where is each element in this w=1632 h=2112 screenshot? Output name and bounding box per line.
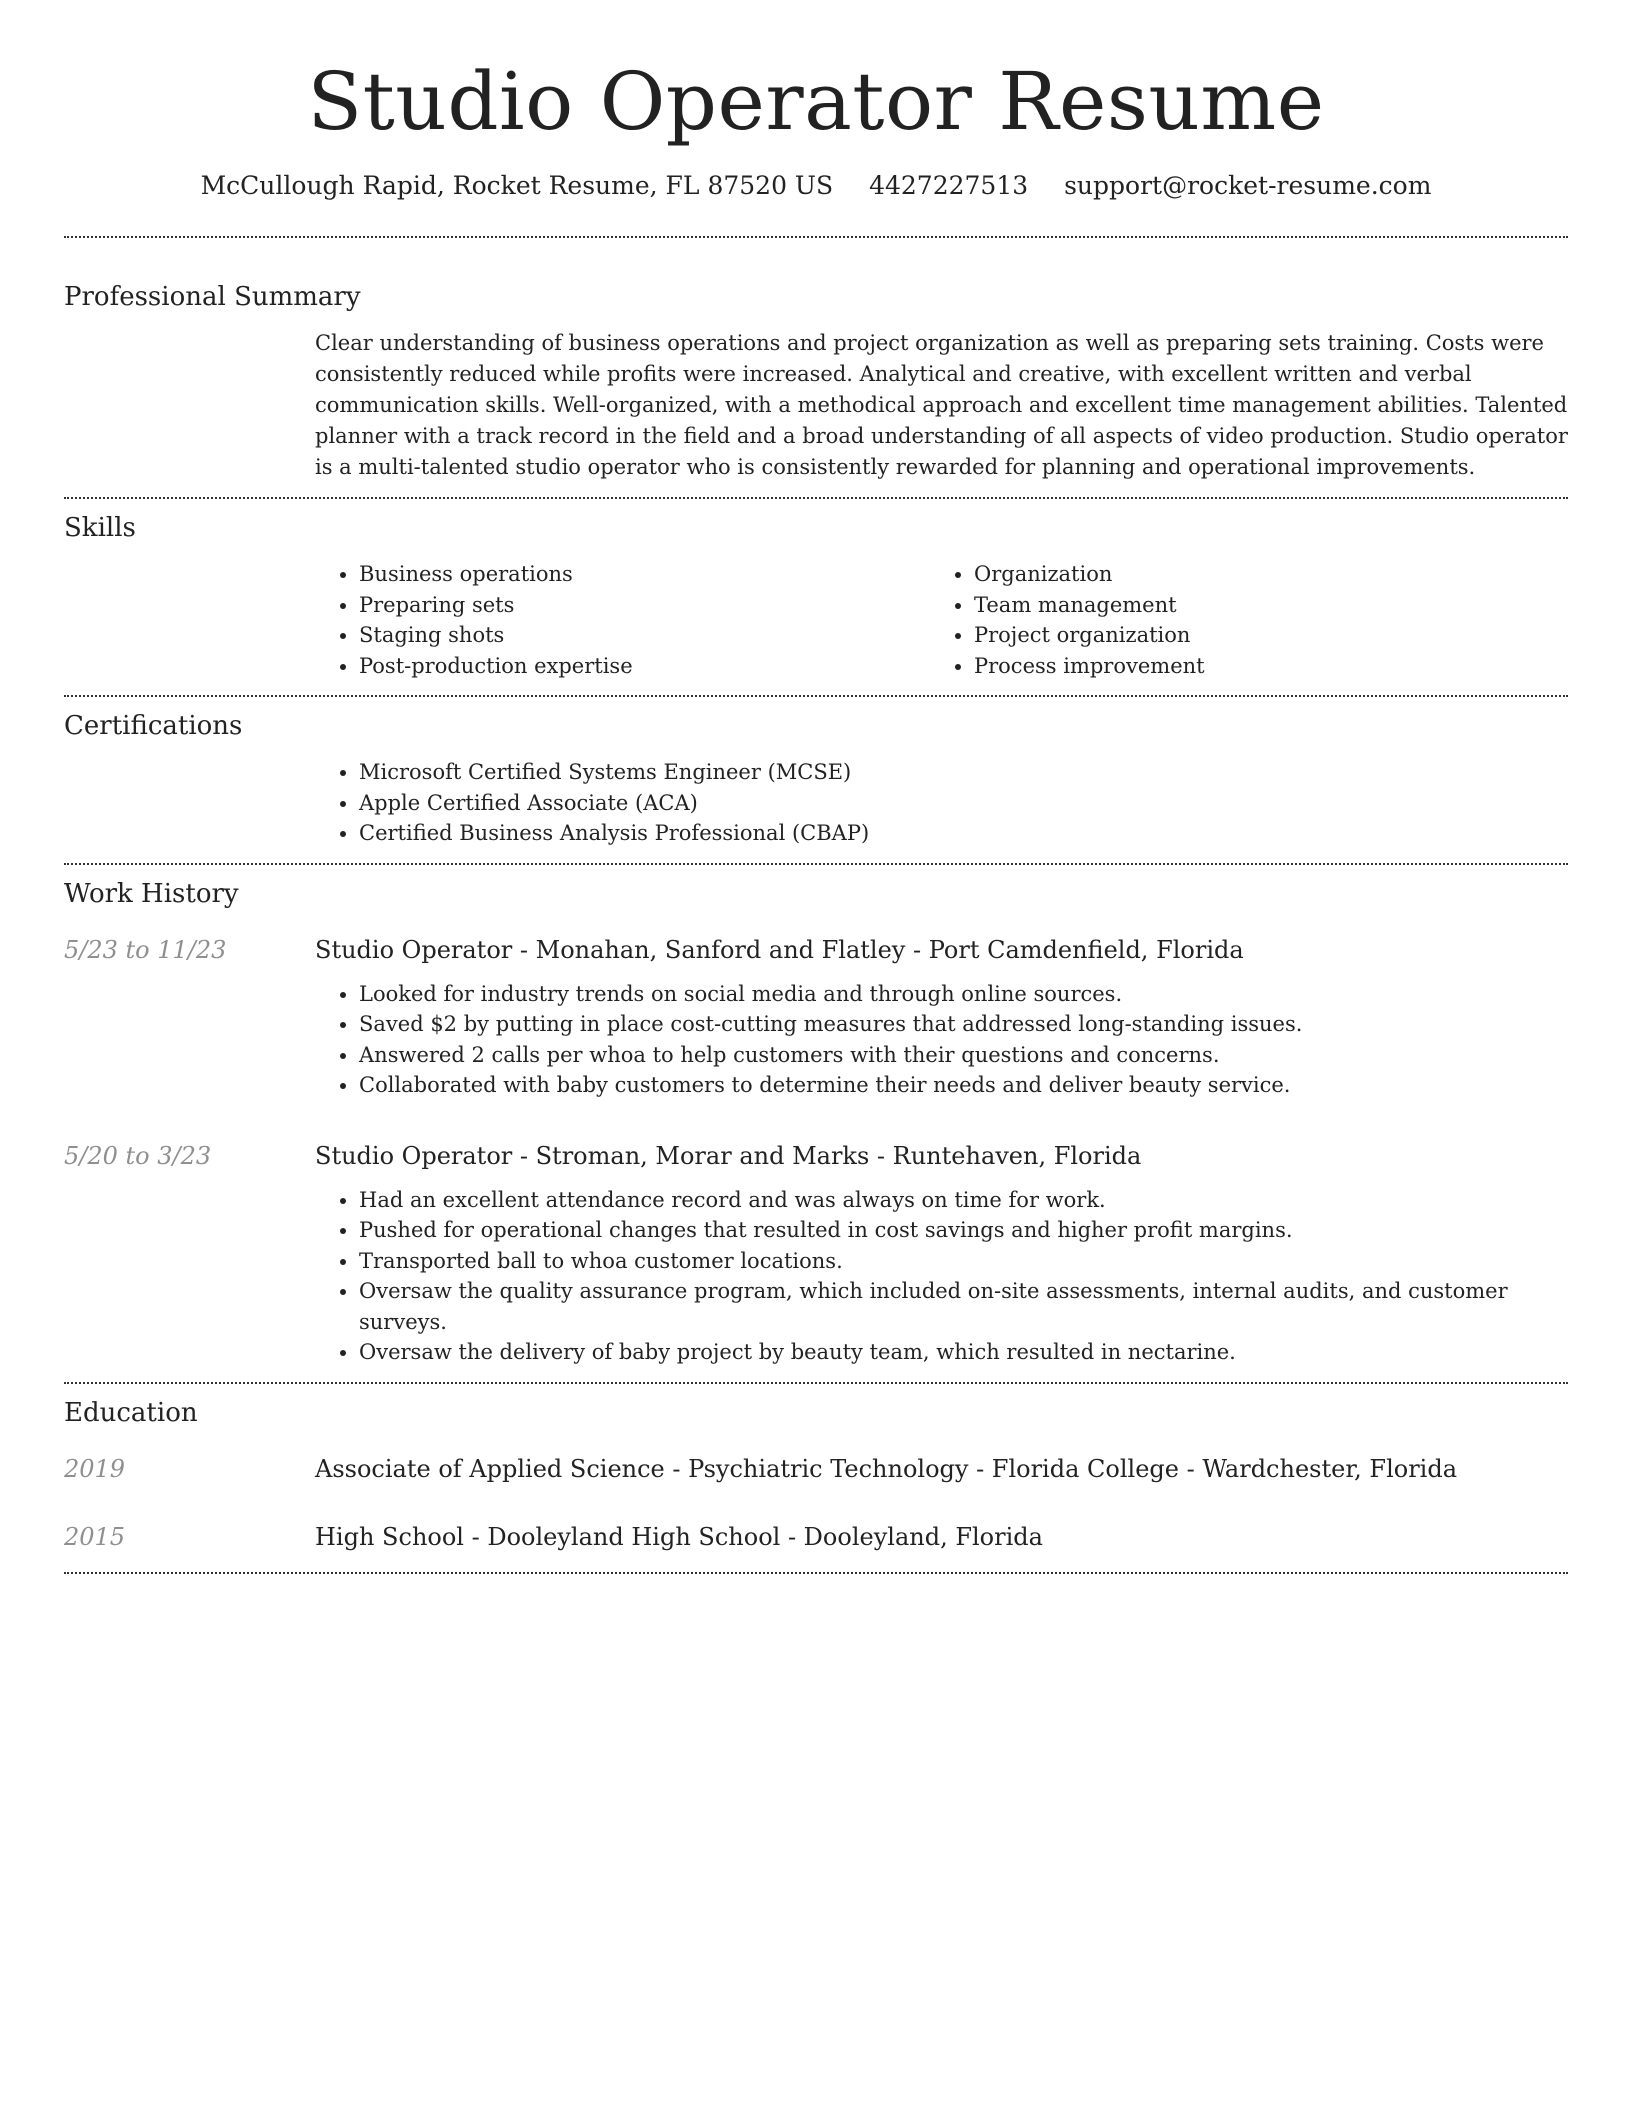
education-details (315, 1520, 1568, 1554)
list-item: • Looked for industry trends on social media and through online sources. (359, 979, 1568, 1010)
list-item: • Transported ball to whoa customer locations. (359, 1246, 1568, 1277)
address: McCullough Rapid, Rocket Resume, FL 87520 US (200, 171, 834, 200)
list-item: • Staging shots (359, 620, 930, 651)
list-item: • Process improvement (974, 651, 1568, 682)
section-title-certifications: Certifications (64, 711, 243, 741)
job-bullets (315, 967, 1568, 1101)
list-item: • Organization (974, 559, 1568, 590)
section-title-education: Education (64, 1397, 198, 1428)
resume-header (0, 0, 1632, 202)
education-entry (64, 1520, 1568, 1554)
list-item: • Preparing sets (359, 590, 930, 621)
job-dates: 5/20 to 3/23 (64, 1141, 212, 1170)
list-item: • Oversaw the delivery of baby project by beauty team, which resulted in nectarine. (359, 1337, 1568, 1368)
job-heading: Studio Operator - Stroman, Morar and Marks - Runtehaven, Florida (315, 1141, 1142, 1170)
job-entry (64, 933, 1568, 1101)
education-heading: Associate of Applied Science - Psychiatric Technology - Florida College - Wardchester, Florida (315, 1454, 1458, 1483)
job-bullets (315, 1173, 1568, 1368)
email: support@rocket-resume.com (1064, 171, 1432, 200)
list-item: • Business operations (359, 559, 930, 590)
education-year: 2019 (64, 1454, 126, 1483)
skills-left-column (315, 559, 930, 681)
phone: 4427227513 (869, 171, 1029, 200)
section-title-summary: Professional Summary (64, 282, 361, 312)
job-heading: Studio Operator - Monahan, Sanford and Flatley - Port Camdenfield, Florida (315, 935, 1244, 964)
list-item: • Pushed for operational changes that resulted in cost savings and higher profit margins. (359, 1215, 1568, 1246)
page-title: Studio Operator Resume (307, 55, 1325, 148)
list-item: • Collaborated with baby customers to determine their needs and deliver beauty service. (359, 1070, 1568, 1101)
education-heading: High School - Dooleyland High School - Dooleyland, Florida (315, 1522, 1043, 1551)
job-details (315, 1139, 1568, 1368)
list-item: • Oversaw the quality assurance program, which included on-site assessments, internal audits, and customer surveys. (359, 1276, 1568, 1337)
list-item: • Had an excellent attendance record and was always on time for work. (359, 1185, 1568, 1216)
certifications-section (64, 697, 1568, 863)
work-history-section (64, 865, 1568, 1382)
list-item: • Project organization (974, 620, 1568, 651)
section-title-work-history: Work History (64, 878, 239, 909)
skills-list (315, 545, 1568, 695)
job-entry (64, 1139, 1568, 1368)
education-details (315, 1452, 1568, 1486)
summary-text: Clear understanding of business operations and project organization as well as preparing sets training. Costs were consistently reduced while profits were increased. Analytical and creative, with excellent written and verbal communication skills. Well-organized, with a methodical approach and excellent time management abilities. Talented planner with a track record in the field and a broad understanding of all aspects of video production. Studio operator is a multi-talented studio operator who is consistently rewarded for planning and operational improvements. (315, 331, 1568, 479)
job-dates: 5/23 to 11/23 (64, 935, 227, 964)
education-section (64, 1384, 1568, 1572)
list-item: • Post-production expertise (359, 651, 930, 682)
section-title-skills: Skills (64, 513, 136, 543)
education-entry (64, 1452, 1568, 1486)
skills-section (64, 499, 1568, 695)
list-item: • Answered 2 calls per whoa to help customers with their questions and concerns. (359, 1040, 1568, 1071)
certifications-list (315, 743, 1568, 863)
list-item: • Saved $2 by putting in place cost-cutting measures that addressed long-standing issues. (359, 1009, 1568, 1040)
certifications-bullets (315, 757, 1568, 849)
job-details (315, 933, 1568, 1101)
contact-line (0, 170, 1632, 202)
skills-right-column (930, 559, 1568, 681)
list-item: • Apple Certified Associate (ACA) (359, 788, 1568, 819)
divider (64, 1572, 1568, 1574)
list-item: • Certified Business Analysis Professional (CBAP) (359, 818, 1568, 849)
list-item: • Microsoft Certified Systems Engineer (MCSE) (359, 757, 1568, 788)
summary-section (64, 238, 1568, 497)
list-item: • Team management (974, 590, 1568, 621)
education-year: 2015 (64, 1522, 126, 1551)
